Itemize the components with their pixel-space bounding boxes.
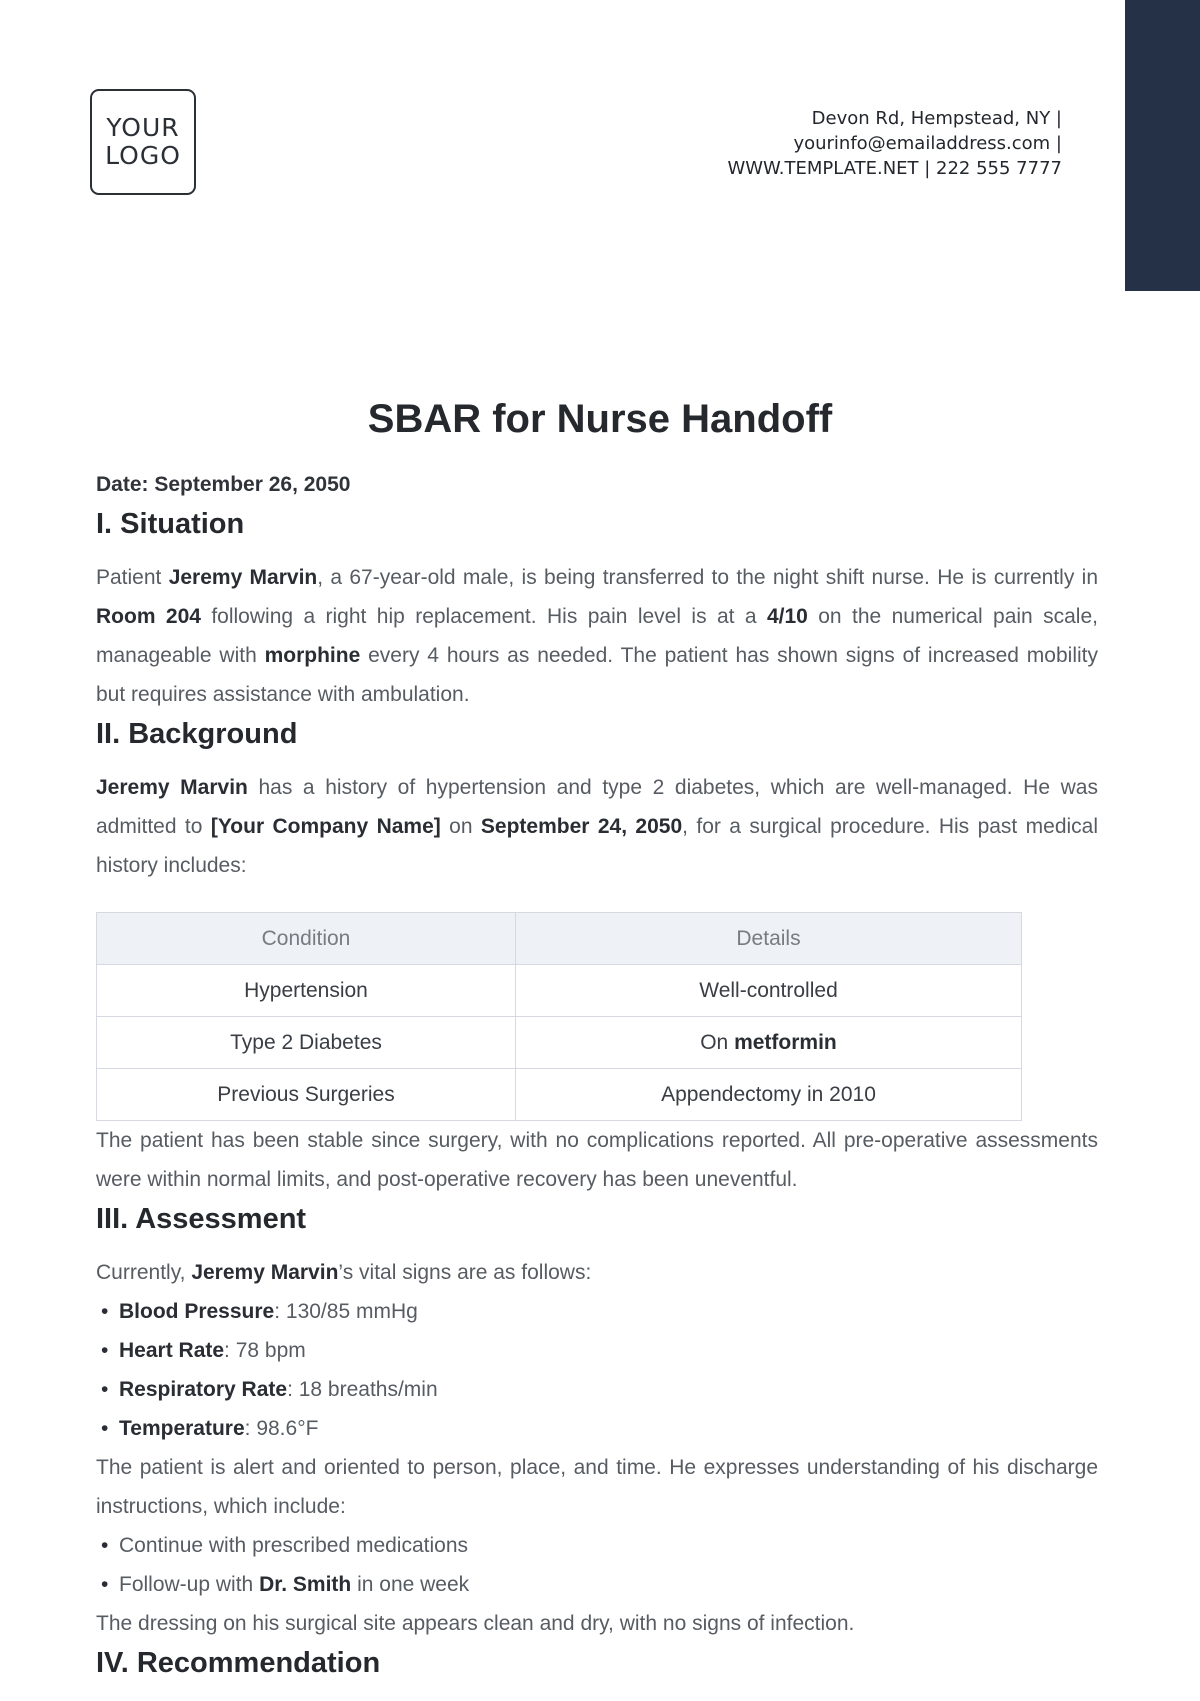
table-row: [97, 1069, 1022, 1121]
document-date: Date: September 26, 2050: [96, 473, 351, 496]
list-item: • Follow-up with Dr. Smith in one week: [101, 1573, 470, 1596]
admission-date: September 24, 2050: [480, 815, 683, 838]
table-cell: Appendectomy in 2010: [516, 1069, 1022, 1121]
company-name-placeholder: [Your Company Name]: [210, 815, 441, 838]
background-followup-paragraph: The patient has been stable since surgery, with no complications reported. All pre-operative assessments were within normal limits, and post-operative recovery has been uneventful.: [96, 1129, 1098, 1191]
list-item: • Temperature: 98.6°F: [101, 1417, 319, 1440]
section-heading-background: II. Background: [96, 718, 298, 750]
logo-text-line2: LOGO: [105, 141, 181, 170]
document-body: [96, 470, 1098, 1683]
table-row: [97, 965, 1022, 1017]
table-row: [97, 1017, 1022, 1069]
contact-info: [727, 106, 1062, 181]
background-paragraph: Jeremy Marvin has a history of hypertension and type 2 diabetes, which are well-managed. He was admitted to [Your Company Name] on September 24, 2050, for a surgical procedure. His past medical history includes:: [96, 776, 1099, 877]
header-accent-bar: [1125, 0, 1200, 291]
room-number: Room 204: [96, 605, 201, 628]
pain-level: 4/10: [766, 605, 808, 628]
discharge-instructions-list: [96, 1526, 1098, 1604]
logo-text-line1: YOUR: [106, 113, 180, 142]
assessment-middle-paragraph: The patient is alert and oriented to person, place, and time. He expresses understanding of his discharge instructions, which include:: [96, 1456, 1098, 1518]
patient-name: Jeremy Marvin: [168, 566, 318, 589]
contact-email: yourinfo@emailaddress.com |: [793, 133, 1062, 154]
table-header-details: Details: [516, 913, 1022, 965]
contact-address: Devon Rd, Hempstead, NY |: [811, 108, 1062, 129]
assessment-intro: Currently, Jeremy Marvin’s vital signs are as follows:: [96, 1261, 592, 1284]
table-cell: Well-controlled: [516, 965, 1022, 1017]
patient-name: Jeremy Marvin: [96, 776, 248, 799]
document-title: SBAR for Nurse Handoff: [367, 397, 833, 441]
assessment-closing-paragraph: The dressing on his surgical site appears clean and dry, with no signs of infection.: [96, 1612, 855, 1635]
table-cell: Hypertension: [97, 965, 516, 1017]
company-logo: [90, 89, 196, 195]
table-cell: On metformin: [516, 1017, 1022, 1069]
list-item: • Continue with prescribed medications: [101, 1534, 469, 1557]
table-header-condition: Condition: [97, 913, 516, 965]
vital-signs-list: [96, 1292, 1098, 1448]
table-header-row: [97, 913, 1022, 965]
list-item: • Blood Pressure: 130/85 mmHg: [101, 1300, 418, 1323]
table-cell: Type 2 Diabetes: [97, 1017, 516, 1069]
section-heading-situation: I. Situation: [96, 508, 245, 540]
medical-history-table: [96, 912, 1022, 1121]
patient-name: Jeremy Marvin: [191, 1261, 339, 1284]
situation-paragraph: Patient Jeremy Marvin, a 67-year-old male, is being transferred to the night shift nurse. He is currently in Room 204 following a right hip replacement. His pain level is at a 4/10 on the numerical pain scale, manageable with morphine every 4 hours as needed. The patient has shown signs of increased mobility but requires assistance with ambulation.: [96, 566, 1098, 706]
medication: morphine: [264, 644, 361, 667]
table-cell: Previous Surgeries: [97, 1069, 516, 1121]
doctor-name: Dr. Smith: [259, 1573, 352, 1596]
section-heading-assessment: III. Assessment: [96, 1203, 307, 1235]
list-item: • Respiratory Rate: 18 breaths/min: [101, 1378, 438, 1401]
contact-website-phone: WWW.TEMPLATE.NET | 222 555 7777: [727, 158, 1062, 179]
section-heading-recommendation: IV. Recommendation: [96, 1647, 381, 1679]
list-item: • Heart Rate: 78 bpm: [101, 1339, 306, 1362]
